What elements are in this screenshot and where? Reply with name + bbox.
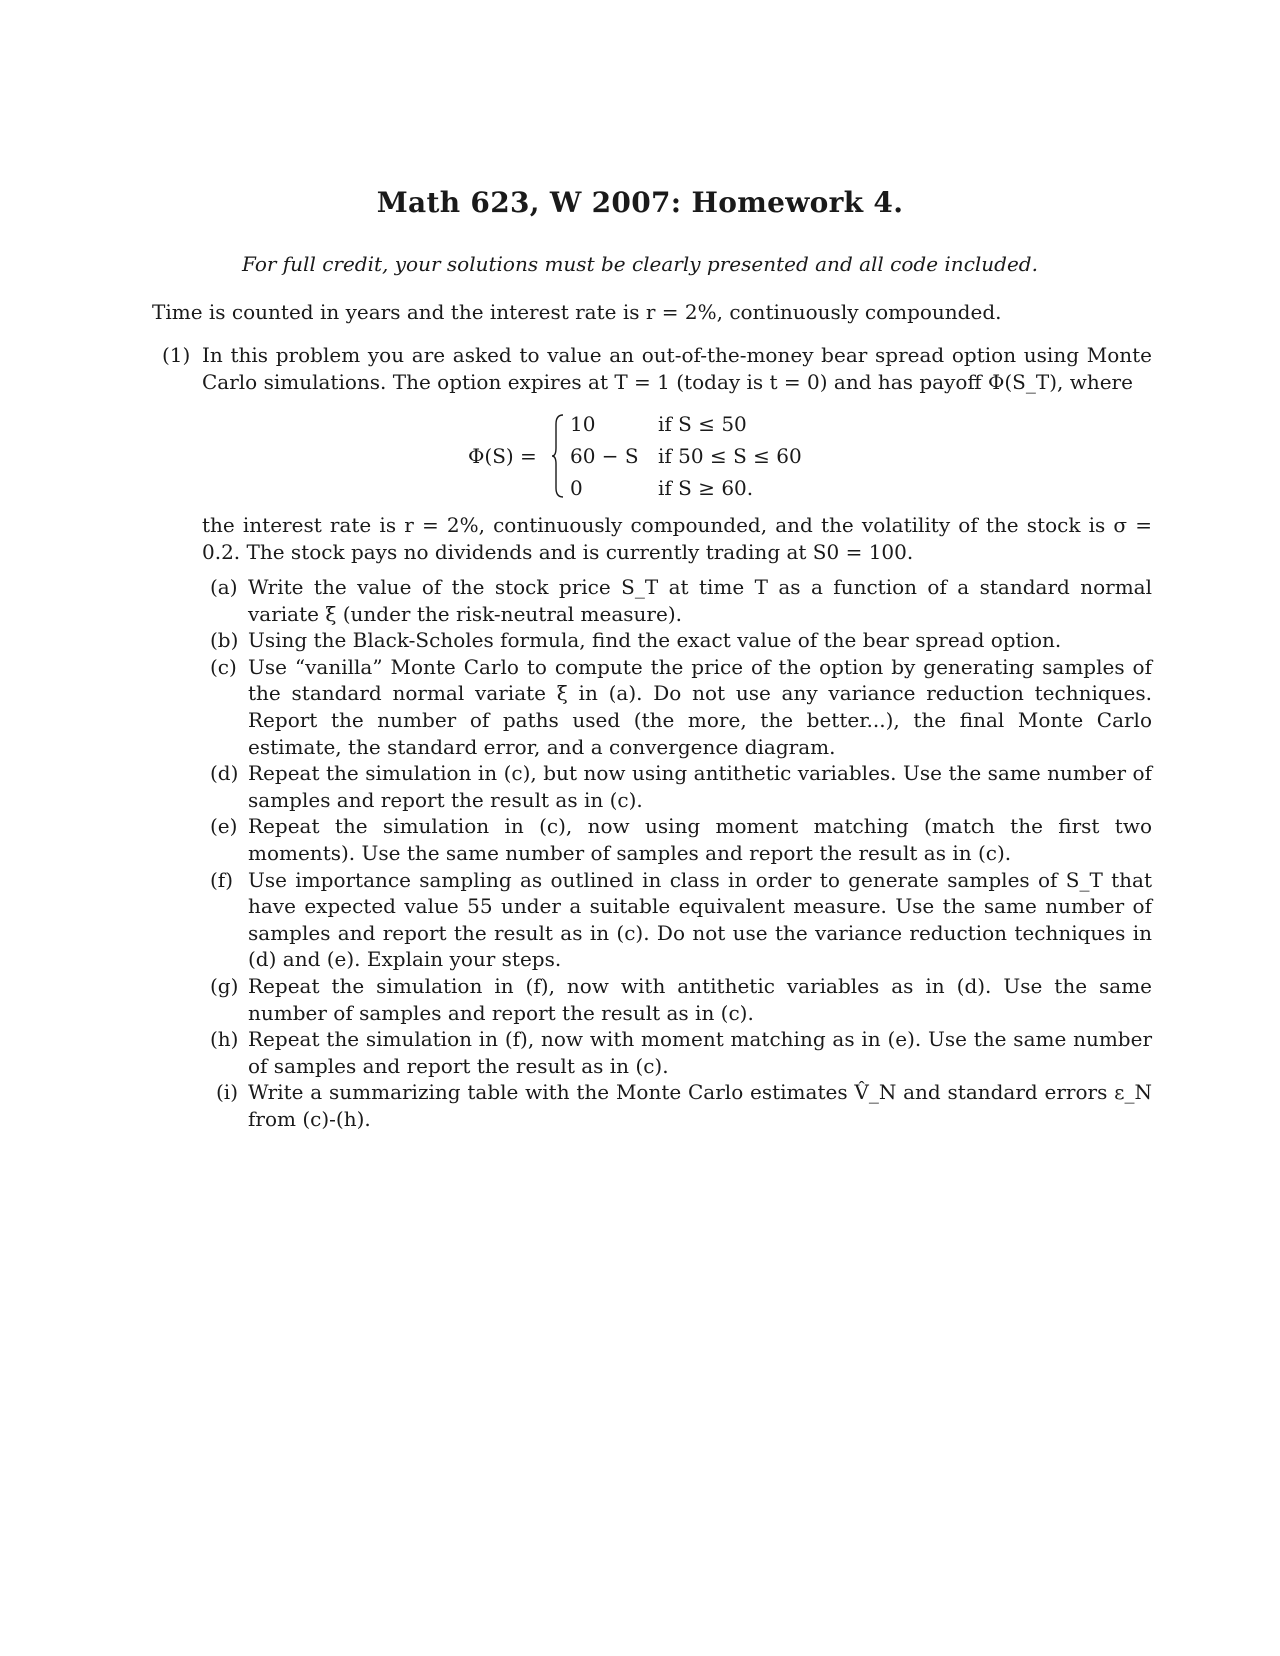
item-label: (g) — [210, 973, 239, 998]
list-item — [202, 867, 1152, 973]
intro-text: Time is counted in years and the interest rate is r = 2%, continuously compounded. — [152, 300, 1002, 324]
problem-parameters: the interest rate is r = 2%, continuously compounded, and the volatility of the stock is σ = 0.2. The stock pays no dividends and is currently trading at S0 = 100. — [202, 513, 1152, 564]
list-item — [202, 1079, 1152, 1132]
left-brace-icon — [552, 414, 564, 498]
formula-lhs: Φ(S) = — [468, 444, 537, 468]
formula-value: 10 — [570, 412, 596, 436]
formula-value: 0 — [570, 476, 583, 500]
item-text: Repeat the simulation in (f), now with antithetic variables as in (d). Use the same number of samples and report the result as in (c). — [248, 973, 1152, 1025]
list-item — [202, 574, 1152, 627]
problem-1 — [162, 342, 1152, 396]
item-label: (a) — [210, 575, 238, 599]
item-label: (c) — [210, 654, 237, 679]
item-label: (b) — [210, 628, 239, 653]
document-title: Math 623, W 2007: Homework 4. — [376, 186, 904, 219]
problem-label: (1) — [162, 343, 191, 367]
formula-condition: if S ≥ 60. — [658, 476, 754, 500]
list-item — [202, 654, 1152, 760]
subquestion-list — [202, 574, 1152, 1132]
formula-condition: if S ≤ 50 — [658, 412, 747, 436]
item-label: (f) — [210, 867, 234, 892]
item-text: Repeat the simulation in (c), now using moment matching (match the first two moments). Use the same number of samples and report the result as in (c). — [248, 814, 1152, 865]
list-item — [202, 627, 1152, 654]
item-label: (i) — [216, 1080, 239, 1105]
item-text: Using the Black-Scholes formula, find the exact value of the bear spread option. — [248, 628, 1062, 653]
item-text: Repeat the simulation in (c), but now using antithetic variables. Use the same number of samples and report the result as in (c). — [248, 761, 1152, 812]
list-item — [202, 1026, 1152, 1079]
item-label: (h) — [210, 1027, 239, 1052]
item-text: Write a summarizing table with the Monte Carlo estimates V̂_N and standard errors ε_N from (c)-(h). — [248, 1080, 1152, 1131]
item-text: Use “vanilla” Monte Carlo to compute the price of the option by generating samples of the standard normal variate ξ in (a). Do not use any variance reduction techniques. Report the number of paths used (the more, the better...), the final Monte Carlo estimate, the standard error, and a convergence diagram. — [248, 654, 1152, 759]
list-item — [202, 760, 1152, 813]
formula-value: 60 − S — [570, 444, 639, 468]
formula-condition: if 50 ≤ S ≤ 60 — [658, 444, 802, 468]
item-text: Use importance sampling as outlined in class in order to generate samples of S_T that have expected value 55 under a suitable equivalent measure. Use the same number of samples and report the result as in (c). Do not use the variance reduction techniques in (d) and (e). Explain your steps. — [248, 867, 1152, 972]
item-label: (e) — [210, 814, 238, 839]
item-text: Write the value of the stock price S_T at time T as a function of a standard normal variate ξ (under the risk-neutral measure). — [248, 575, 1152, 626]
problem-text: In this problem you are asked to value an out-of-the-money bear spread option using Monte Carlo simulations. The option expires at T = 1 (today is t = 0) and has payoff Φ(S_T), where — [202, 343, 1152, 394]
list-item — [202, 973, 1152, 1026]
item-label: (d) — [210, 761, 239, 786]
credit-note: For full credit, your solutions must be clearly presented and all code included. — [242, 252, 1038, 276]
item-text: Repeat the simulation in (f), now with moment matching as in (e). Use the same number of samples and report the result as in (c). — [248, 1027, 1152, 1078]
list-item — [202, 813, 1152, 866]
